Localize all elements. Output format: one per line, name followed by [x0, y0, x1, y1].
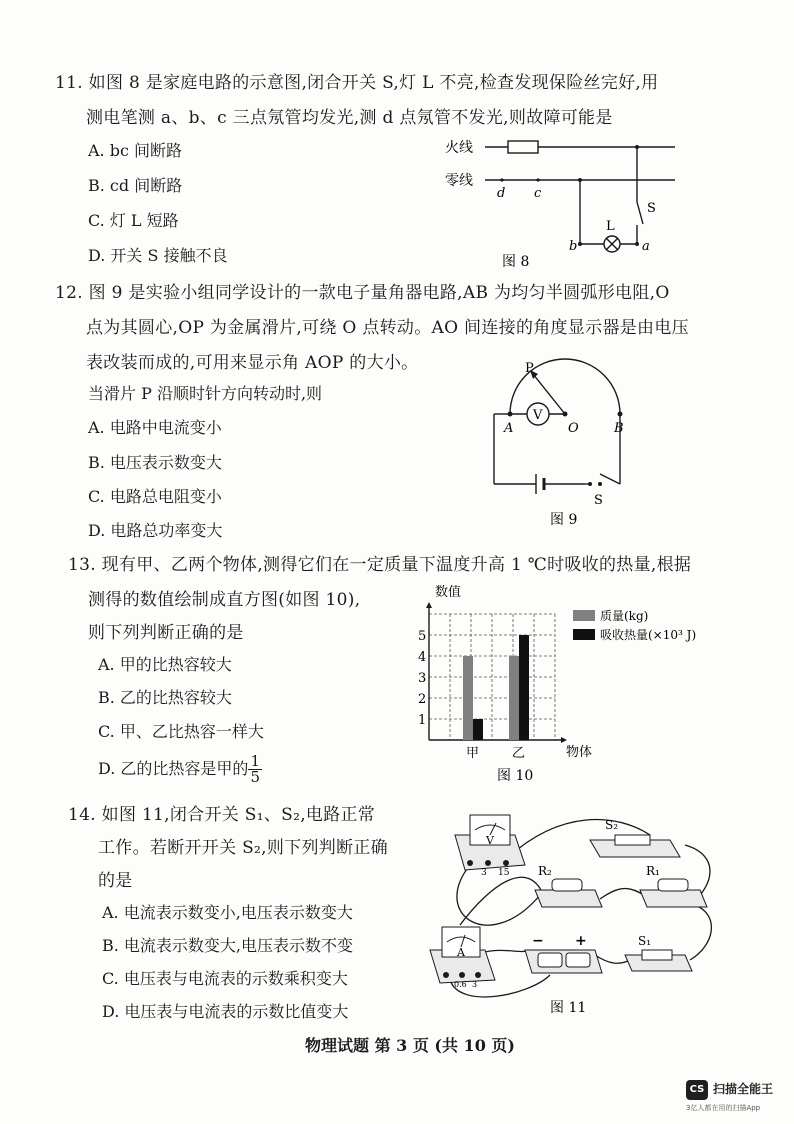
chart-x-tick-label: 乙: [512, 746, 526, 761]
chart-y-tick-label: 4: [418, 650, 427, 665]
q14-option-a: A. 电流表示数变小,电压表示数变大: [102, 903, 353, 922]
ammeter-a-label: A: [457, 946, 465, 959]
chart-bar: [509, 656, 519, 740]
voltmeter-terminal-15: 15: [498, 868, 510, 878]
chart-bar: [463, 656, 473, 740]
chart-x-arrow: [561, 737, 567, 743]
q13-option-b: B. 乙的比热容较大: [98, 688, 232, 707]
resistor-r2-label: R₂: [538, 864, 552, 878]
fraction-numerator: 1: [250, 752, 260, 770]
figure-9-angle-meter-circuit: [480, 356, 650, 532]
resistor-r1-label: R₁: [646, 864, 660, 878]
chart-y-tick-label: 1: [418, 713, 427, 728]
q13-stem-line1: 13. 现有甲、乙两个物体,测得它们在一定质量下温度升高 1 ℃时吸收的热量,根据: [68, 555, 692, 575]
q14-stem-line2: 工作。若断开开关 S₂,则下列判断正确: [98, 838, 388, 858]
point-b-label: b: [569, 239, 578, 254]
scanner-tagline: 3亿人都在用的扫描App: [686, 1104, 761, 1112]
slider-p-label: P: [525, 361, 534, 376]
battery-minus-label: −: [532, 933, 544, 949]
voltmeter-terminal-3: 3: [481, 868, 487, 878]
legend-label-mass: 质量(kg): [600, 609, 649, 623]
lamp-l-label: L: [606, 219, 615, 234]
figure-8-household-circuit: [440, 130, 680, 270]
chart-y-tick-label: 5: [418, 629, 427, 644]
switch-s-label: S: [594, 493, 603, 508]
q14-option-b: B. 电流表示数变大,电压表示数不变: [102, 936, 354, 955]
point-d-label: d: [497, 186, 506, 201]
voltmeter-v-label: V: [533, 408, 543, 423]
q11-option-d: D. 开关 S 接触不良: [88, 246, 228, 265]
chart-bar: [519, 635, 529, 740]
q14-option-c: C. 电压表与电流表的示数乘积变大: [102, 969, 348, 988]
ammeter-terminal-0.6: 0.6: [454, 980, 467, 989]
q12-stem-line3: 表改装而成的,可用来显示角 AOP 的大小。: [86, 353, 419, 373]
q11-option-b: B. cd 间断路: [88, 176, 183, 195]
legend-label-heat: 吸收热量(×10³ J): [600, 628, 697, 642]
q14-stem-line3: 的是: [98, 871, 133, 891]
fraction-denominator: 5: [250, 768, 260, 786]
live-wire-label: 火线: [445, 140, 473, 156]
figure-8-caption: 图 8: [502, 254, 530, 270]
battery-plus-label: +: [575, 933, 587, 949]
point-b-label: B: [614, 421, 624, 436]
q14-stem-line1: 14. 如图 11,闭合开关 S₁、S₂,电路正常: [68, 805, 376, 825]
chart-y-axis-label: 数值: [435, 585, 462, 600]
point-a-label: A: [504, 421, 514, 436]
q13-stem-line3: 则下列判断正确的是: [88, 623, 244, 643]
chart-y-tick-label: 3: [418, 671, 427, 686]
legend-swatch-mass: [573, 610, 595, 621]
voltmeter-v-label: V: [486, 834, 494, 847]
q12-option-a: A. 电路中电流变小: [88, 418, 222, 437]
q13-stem-line2: 测得的数值绘制成直方图(如图 10),: [88, 590, 361, 610]
figure-9-caption: 图 9: [550, 512, 578, 528]
fraction-one-fifth: [248, 754, 262, 785]
q13-option-a: A. 甲的比热容较大: [98, 655, 232, 674]
resistor-r2: [535, 879, 602, 907]
switch-s1: [625, 950, 692, 971]
switch-s1-label: S₁: [638, 934, 652, 948]
figure-10-caption: 图 10: [497, 768, 534, 784]
chart-y-arrow: [426, 602, 432, 608]
q11-stem-line2: 测电笔测 a、b、c 三点氖管均发光,测 d 点氖管不发光,则故障可能是: [86, 108, 613, 128]
chart-bar: [473, 719, 483, 740]
legend-swatch-heat: [573, 629, 595, 640]
q14-option-d: D. 电压表与电流表的示数比值变大: [102, 1002, 349, 1021]
switch-s2: [590, 835, 680, 857]
scanner-logo: CS: [686, 1080, 708, 1100]
q12-stem-line1: 12. 图 9 是实验小组同学设计的一款电子量角器电路,AB 为均匀半圆弧形电阻,O: [55, 283, 670, 303]
figure-11-caption: 图 11: [550, 1000, 587, 1016]
q13-option-d-text: D. 乙的比热容是甲的: [98, 759, 249, 778]
q12-stem-line4: 当滑片 P 沿顺时针方向转动时,则: [88, 384, 323, 403]
q11-option-a: A. bc 间断路: [88, 141, 183, 160]
q12-option-c: C. 电路总电阻变小: [88, 487, 222, 506]
battery: [525, 950, 602, 973]
switch-s2-label: S₂: [605, 818, 619, 832]
chart-y-tick-label: 2: [418, 692, 427, 707]
point-a-label: a: [642, 239, 650, 254]
switch-s-label: S: [647, 201, 656, 216]
q13-option-c: C. 甲、乙比热容一样大: [98, 722, 264, 741]
resistor-r1: [640, 879, 707, 907]
q12-stem-line2: 点为其圆心,OP 为金属滑片,可绕 O 点转动。AO 间连接的角度显示器是由电压: [86, 318, 689, 338]
page-footer: 物理试题 第 3 页 (共 10 页): [305, 1036, 515, 1055]
chart-x-tick-label: 甲: [466, 746, 480, 761]
figure-10-bar-chart: [415, 580, 715, 785]
point-o-label: O: [568, 421, 579, 436]
q11-stem-line1: 11. 如图 8 是家庭电路的示意图,闭合开关 S,灯 L 不亮,检查发现保险丝完好,用: [55, 73, 659, 93]
ammeter-terminal-3: 3: [472, 980, 478, 989]
point-c-label: c: [534, 186, 542, 201]
q13-option-d: [98, 754, 262, 785]
q11-option-c: C. 灯 L 短路: [88, 211, 179, 230]
figure-11-physical-circuit: [420, 795, 720, 1025]
neutral-wire-label: 零线: [445, 173, 473, 189]
chart-x-axis-label: 物体: [566, 745, 593, 760]
q12-option-b: B. 电压表示数变大: [88, 453, 222, 472]
scanner-app-name: 扫描全能王: [713, 1082, 774, 1096]
q12-option-d: D. 电路总功率变大: [88, 521, 223, 540]
